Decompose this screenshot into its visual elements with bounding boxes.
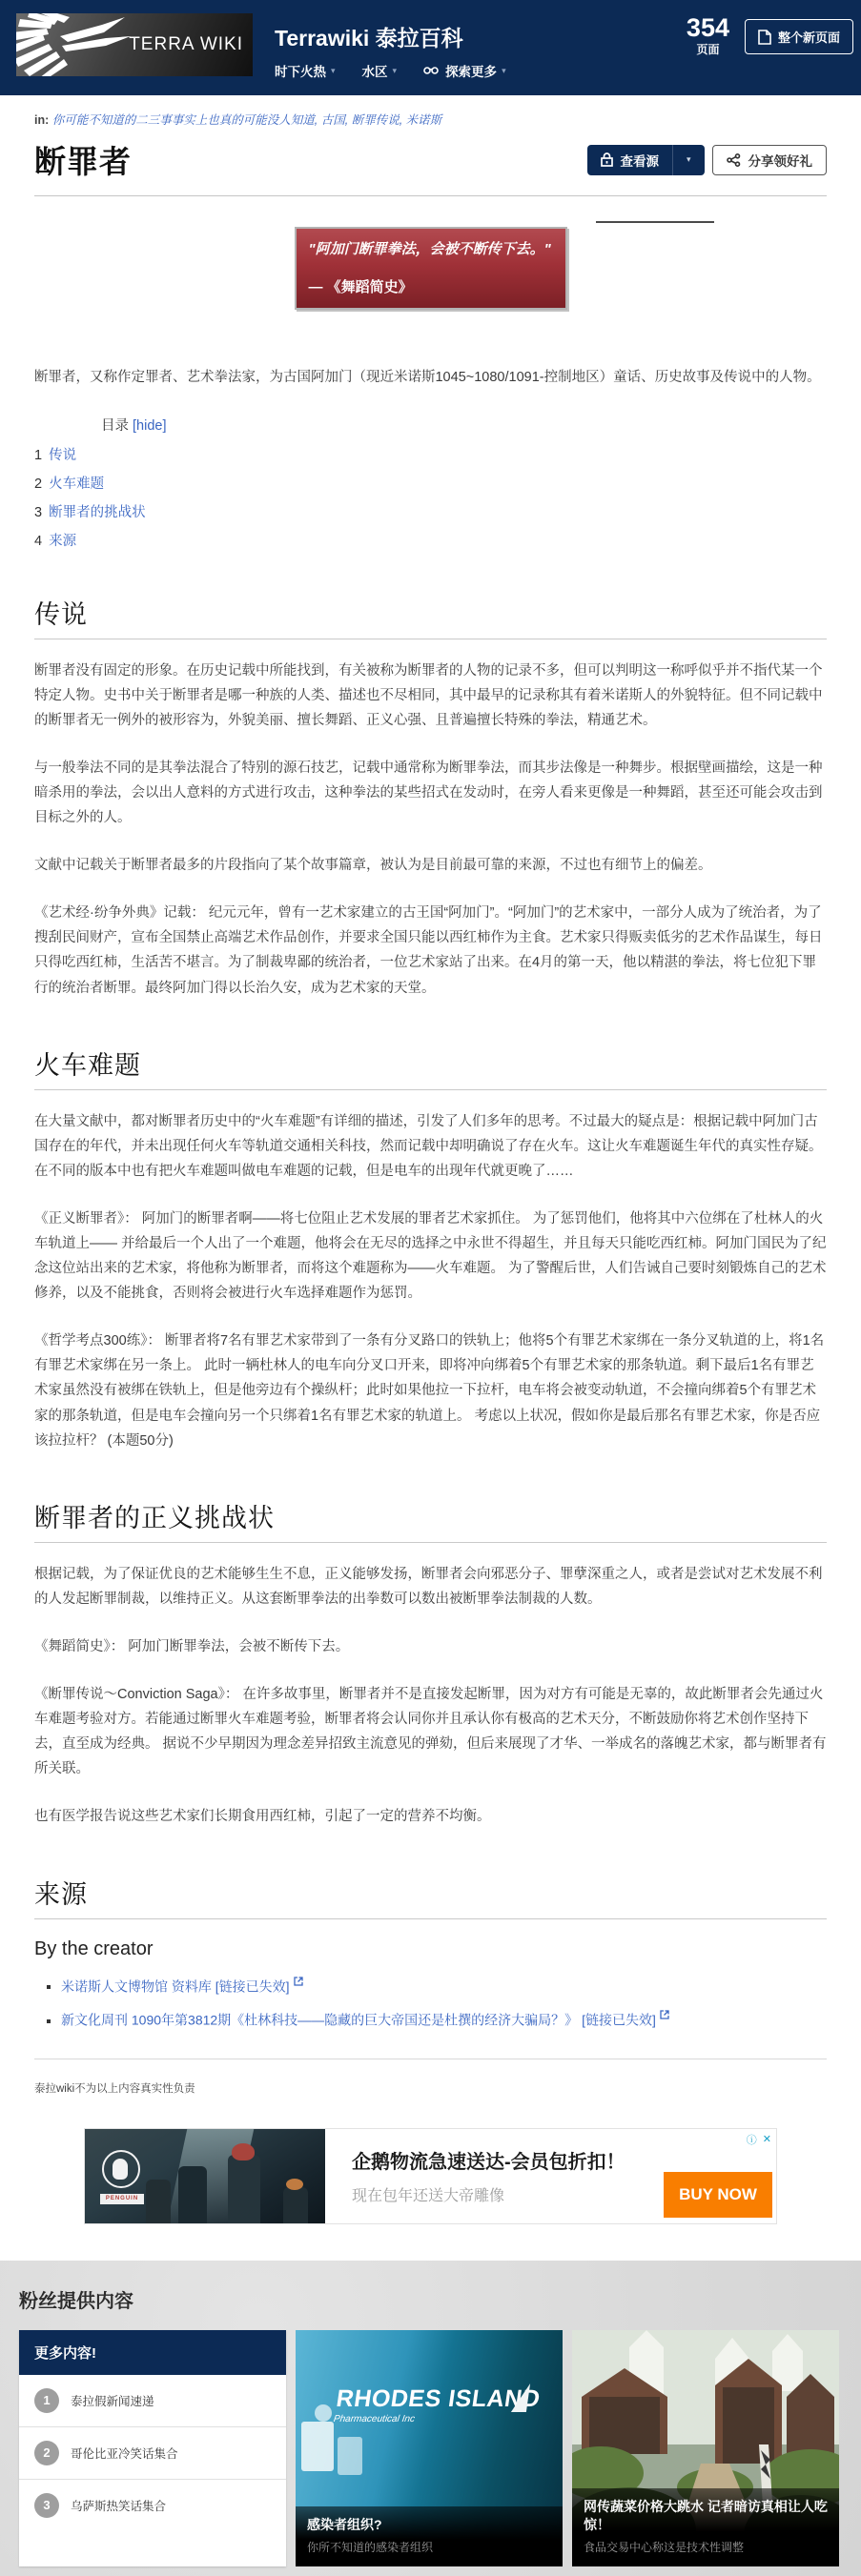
card-subtitle: 你所不知道的感染者组织 [307, 2540, 434, 2554]
toc-item-link[interactable]: 火车难题 [49, 476, 105, 492]
toc-item-number: 2 [34, 476, 43, 492]
share-nodes-icon [727, 153, 741, 167]
lab-equipment-decor [301, 2422, 334, 2471]
list-item-label: 泰拉假新闻速递 [71, 2394, 154, 2408]
paragraph: 《舞蹈简史》： 阿加门断罪拳法，会被不断传下去。 [34, 1638, 350, 1654]
explore-goggles-icon [423, 66, 439, 75]
list-item-label: 乌萨斯热笑话集合 [71, 2499, 167, 2513]
title-row [34, 137, 827, 182]
character-silhouette [178, 2166, 207, 2223]
category-tag [52, 113, 321, 127]
article-footer [34, 2059, 827, 2096]
toc-item [34, 444, 827, 464]
list-item-label: 哥伦比亚冷笑话集合 [71, 2446, 178, 2461]
quote-attribution: — 《舞蹈简史》 [308, 278, 413, 295]
page-count: 354 [686, 13, 729, 42]
right-rail-divider [596, 221, 714, 223]
quote-box [295, 227, 567, 310]
reference-list [61, 1974, 827, 2030]
list-item[interactable] [19, 2375, 286, 2426]
paragraph: 《断罪传说～Conviction Saga》： 在许多故事里，断罪者并不是直接发起断罪，因为对方有可能是无辜的，故此断罪者会先通过火车难题考验对方。若能通过断罪火车难题考验，断罪者将会认同你并且承认你有极高的艺术天分，不断鼓励你将艺术创作坚持下去，直至成为经典。 据说不少早期因为理念差异招致主流意见的弹劾，但后来展现了才华、一举成名的落魄艺术家，都与断罪者有所关联。 [34, 1687, 827, 1777]
lab-equipment-decor [315, 2404, 332, 2422]
fan-feed-heading: 粉丝提供内容 [19, 2290, 133, 2312]
nav-item-water[interactable] [362, 61, 398, 80]
toc-list [34, 444, 827, 550]
rank-badge: 1 [34, 2388, 59, 2413]
buy-now-button[interactable]: BUY NOW [664, 2172, 772, 2218]
paragraph: 在大量文献中，都对断罪者历史中的“火车难题”有详细的描述，引发了人们多年的思考。不过最大的疑点是：根据记载中阿加门古国存在的年代，并未出现任何火车等轨道交通相关科技，然而记载中却明确说了存在火车。这让火车难题诞生年代的真实性存疑。 在不同的版本中也有把火车难题叫做电车难题的记载，但是电车的出现年代就更晚了…… [34, 1113, 823, 1179]
chevron-down-icon: ▾ [392, 65, 398, 75]
chevron-down-icon: ▾ [331, 65, 336, 75]
character-silhouette [146, 2180, 171, 2223]
quote-text: "阿加门断罪拳法，会被不断传下去。" [308, 241, 551, 257]
paragraph: 断罪者没有固定的形象。在历史记载中所能找到，有关被称为断罪者的人物的记录不多，但可以判明这一称呼似乎并不指代某一个特定人物。史书中关于断罪者是哪一种族的人类、描述也不尽相同，其中最早的记录称其有着米诺斯人的外貌特征。但不同记载中的断罪者无一例外的被形容为，外貌美丽、擅长舞蹈、正义心强、且普遍擅长特殊的拳法，精通艺术。 [34, 662, 823, 728]
nav-item-hot[interactable] [275, 61, 336, 80]
intro-paragraph: 断罪者，又称作定罪者、艺术拳法家，为古国阿加门（现近米诺斯1045~1080/1091-控制地区）童话、历史故事及传说中的人物。 [34, 369, 821, 385]
ad-banner[interactable] [84, 2128, 777, 2224]
title-actions [587, 145, 827, 175]
paragraph: 文献中记载关于断罪者最多的片段指向了某个故事篇章，被认为是目前最可靠的来源，不过也有细节上的偏差。 [34, 858, 712, 874]
nav-item-water-label: 水区 [361, 65, 388, 79]
section-challenge [34, 1497, 827, 1830]
character-silhouette [228, 2155, 260, 2223]
view-source-button[interactable] [587, 145, 672, 175]
wing-icon [16, 13, 134, 76]
article [0, 95, 861, 2096]
category-tag-link[interactable]: 古国 [320, 113, 345, 127]
category-tag [406, 113, 442, 127]
category-tag-link[interactable]: 断罪传说 [351, 113, 400, 127]
section-heading: 断罪者的正义挑战状 [34, 1497, 827, 1543]
site-nav [275, 61, 506, 80]
rhodes-island-wordmark [333, 2385, 542, 2424]
ad-title: 企鹅物流急速送达-会员包折扣！ [352, 2151, 625, 2173]
sub-heading: By the creator [34, 1937, 154, 1959]
more-content-header: 更多内容! [19, 2330, 286, 2375]
toc-title: 目录 [101, 417, 129, 434]
toc-item-number: 3 [34, 504, 43, 520]
card-title: 感染者组织? [307, 2516, 382, 2532]
rank-badge: 2 [34, 2441, 59, 2465]
category-tag-link[interactable]: 米诺斯 [405, 113, 442, 127]
nav-item-hot-label: 时下火热 [275, 65, 326, 79]
page-title: 断罪者 [34, 144, 132, 179]
site-header [0, 0, 861, 95]
paragraph: 根据记载，为了保证优良的艺术能够生生不息，正义能够发扬，断罪者会向邪恶分子、罪孽深重之人，或者是尝试对艺术发展不利的人发起断罪制裁，以维持正义。从这套断罪拳法的出拳数可以数出被断罪拳法制裁的人数。 [34, 1566, 823, 1607]
fan-feed-section [0, 2261, 861, 2576]
in-label: in: [34, 113, 50, 127]
category-tagline [34, 111, 827, 128]
table-of-contents [34, 415, 827, 550]
category-tag [321, 113, 352, 127]
page-counter [687, 15, 729, 55]
section-source [34, 1874, 827, 2030]
view-source-dropdown[interactable] [672, 145, 705, 175]
paragraph: 《哲学考点300练》： 断罪者将7名有罪艺术家带到了一条有分叉路口的铁轨上；他将5个有罪艺术家绑在一条分叉轨道的上，将1名有罪艺术家绑在另一条上。 此时一辆杜林人的电车向分叉口开来，即将冲向绑着5个有罪艺术家的那条轨道。剩下最后1名有罪艺术家虽然没有被绑在铁轨上，但是他旁边有个操纵杆；此时如果他拉一下拉杆，电车将会被变动轨道，不会撞向绑着5个有罪艺术家的那条轨道，但是电车会撞向另一个只绑着1名有罪艺术家的轨道上。 考虑以上状况，假如你是最后那名有罪艺术家，你是否应该拉拉杆？ (本题50分) [34, 1333, 825, 1449]
lab-equipment-decor [338, 2437, 362, 2475]
new-page-button[interactable] [745, 19, 853, 54]
header-right [687, 15, 853, 55]
fan-feed-cards [19, 2330, 842, 2566]
paragraph: 《艺术经·纷争外典》记载： 纪元元年，曾有一艺术家建立的古王国“阿加门”。“阿加门”的艺术家中，一部分人成为了统治者，为了搜刮民间财产，宣布全国禁止高端艺术作品创作，并要求全国只能以西红柿作为主食。艺术家只得贩卖低劣的艺术作品谋生，每日只得吃西红柿，生活苦不堪言。为了制裁卑鄙的统治者，一位艺术家站了出来。在4月的第一天，他以精湛的拳法，将七位犯下罪行的统治者断罪。最终阿加门得以长治久安，成为艺术家的天堂。 [34, 905, 823, 996]
nav-item-explore-label: 探索更多 [445, 65, 498, 79]
page-count-label: 页面 [696, 43, 720, 56]
toc-header [101, 415, 827, 435]
title-divider [34, 195, 827, 196]
paragraph: 与一般拳法不同的是其拳法混合了特别的源石技艺，记载中通常称为断罪拳法，而其步法像是一种舞步。根据壁画描绘，这是一种暗杀用的拳法，会以出人意料的方式进行攻击，这种拳法的某些招式在发动时，在旁人看来更像是一种舞蹈，甚至还可能会攻击到目标之外的人。 [34, 760, 823, 826]
character-silhouette [283, 2187, 308, 2223]
chevron-down-icon: ▾ [686, 154, 691, 164]
category-tag [352, 113, 406, 127]
more-content-card [19, 2330, 286, 2566]
ad-copy [325, 2129, 625, 2223]
card-caption [572, 2488, 839, 2566]
category-tag-link[interactable]: 你可能不知道的二三事事实上也真的可能没人知道 [51, 113, 315, 127]
rank-badge: 3 [34, 2493, 59, 2518]
adchoices [747, 2132, 771, 2147]
external-link-icon [294, 1974, 303, 1989]
reference-item [61, 1974, 827, 1997]
reference-link[interactable]: 新文化周刊 1090年第3812期《杜林科技——隐藏的巨大帝国还是杜撰的经济大骗局？》 [链接已失效] [61, 2012, 656, 2028]
list-item[interactable] [19, 2426, 286, 2479]
ad-container [84, 2128, 777, 2224]
view-source-split-button [587, 145, 704, 175]
toc-item [34, 530, 827, 550]
external-link-icon [660, 2007, 669, 2022]
ad-subtitle: 现在包年还送大帝雕像 [352, 2187, 505, 2204]
share-button-label: 分享领好礼 [748, 153, 812, 169]
toc-item-number: 4 [34, 533, 43, 549]
ad-artwork [85, 2129, 325, 2223]
share-button[interactable] [712, 145, 828, 175]
feed-card-rhodes[interactable] [296, 2330, 563, 2566]
paragraph: 《正义断罪者》： 阿加门的断罪者啊——将七位阻止艺术发展的罪者艺术家抓住。 为了惩罚他们，他将其中六位绑在了杜林人的火车轨道上—— 并给最后一个人出了一个难题，他将会在无尽的选择之中永世不得超生，并且每天只能吃西红柿。阿加门国民为了纪念这位站出来的艺术家，将他称为断罪者，而将这个难题称为——火车难题。 为了警醒后世，人们告诫自己要时刻锻炼自己的艺术修养，以及不能挑食，否则将会被进行火车选择难题作为惩罚。 [34, 1210, 827, 1302]
paragraph: 也有医学报告说这些艺术家们长期食用西红柿，引起了一定的营养不均衡。 [34, 1809, 491, 1825]
ad-info-icon[interactable]: ⓘ [746, 2134, 757, 2146]
list-item[interactable] [19, 2479, 286, 2531]
more-content-list [19, 2375, 286, 2531]
toc-hide-toggle[interactable]: [hide] [133, 417, 167, 434]
nav-item-explore[interactable] [423, 61, 506, 80]
penguin-logistics-logo-icon [102, 2150, 140, 2188]
wiki-logo[interactable] [16, 13, 253, 76]
view-source-label: 查看源 [620, 153, 659, 169]
rhodes-island-subtitle: Pharmaceutical Inc [333, 2413, 416, 2424]
site-title[interactable]: Terrawiki 泰拉百科 [275, 26, 463, 51]
section-heading: 火车难题 [34, 1045, 827, 1090]
card-caption [296, 2506, 563, 2566]
toc-item [34, 473, 827, 493]
section-legend [34, 594, 827, 1001]
card-subtitle: 食品交易中心称这是技术性调整 [584, 2540, 745, 2554]
new-page-button-label: 整个新页面 [777, 30, 840, 45]
reference-link[interactable]: 米诺斯人文博物馆 资料库 [链接已失效] [61, 1978, 290, 1995]
ad-close-icon[interactable]: ✕ [762, 2134, 771, 2146]
chevron-down-icon: ▾ [502, 65, 506, 75]
rhodes-island-title: RHODES ISLAND [334, 2384, 543, 2412]
toc-item-link[interactable]: 来源 [49, 533, 77, 549]
reference-item [61, 2007, 827, 2030]
toc-item [34, 501, 827, 521]
section-train-problem [34, 1045, 827, 1453]
category-tag-list [52, 113, 441, 127]
logo-text: TERRA WIKI [129, 34, 243, 54]
toc-item-link[interactable]: 断罪者的挑战状 [49, 504, 146, 520]
penguin-logo-text: PENGUIN [100, 2194, 144, 2204]
disclaimer-text: 泰拉wiki不为以上内容真实性负责 [34, 2082, 195, 2095]
section-heading: 来源 [34, 1874, 827, 1919]
toc-item-link[interactable]: 传说 [49, 447, 77, 463]
toc-item-number: 1 [34, 447, 43, 463]
section-heading: 传说 [34, 594, 827, 639]
card-title: 网传蔬菜价格大跳水 记者暗访真相让人吃惊！ [584, 2499, 828, 2532]
lock-icon [601, 152, 613, 167]
page-plus-icon [758, 30, 771, 45]
feed-card-news[interactable] [572, 2330, 839, 2566]
